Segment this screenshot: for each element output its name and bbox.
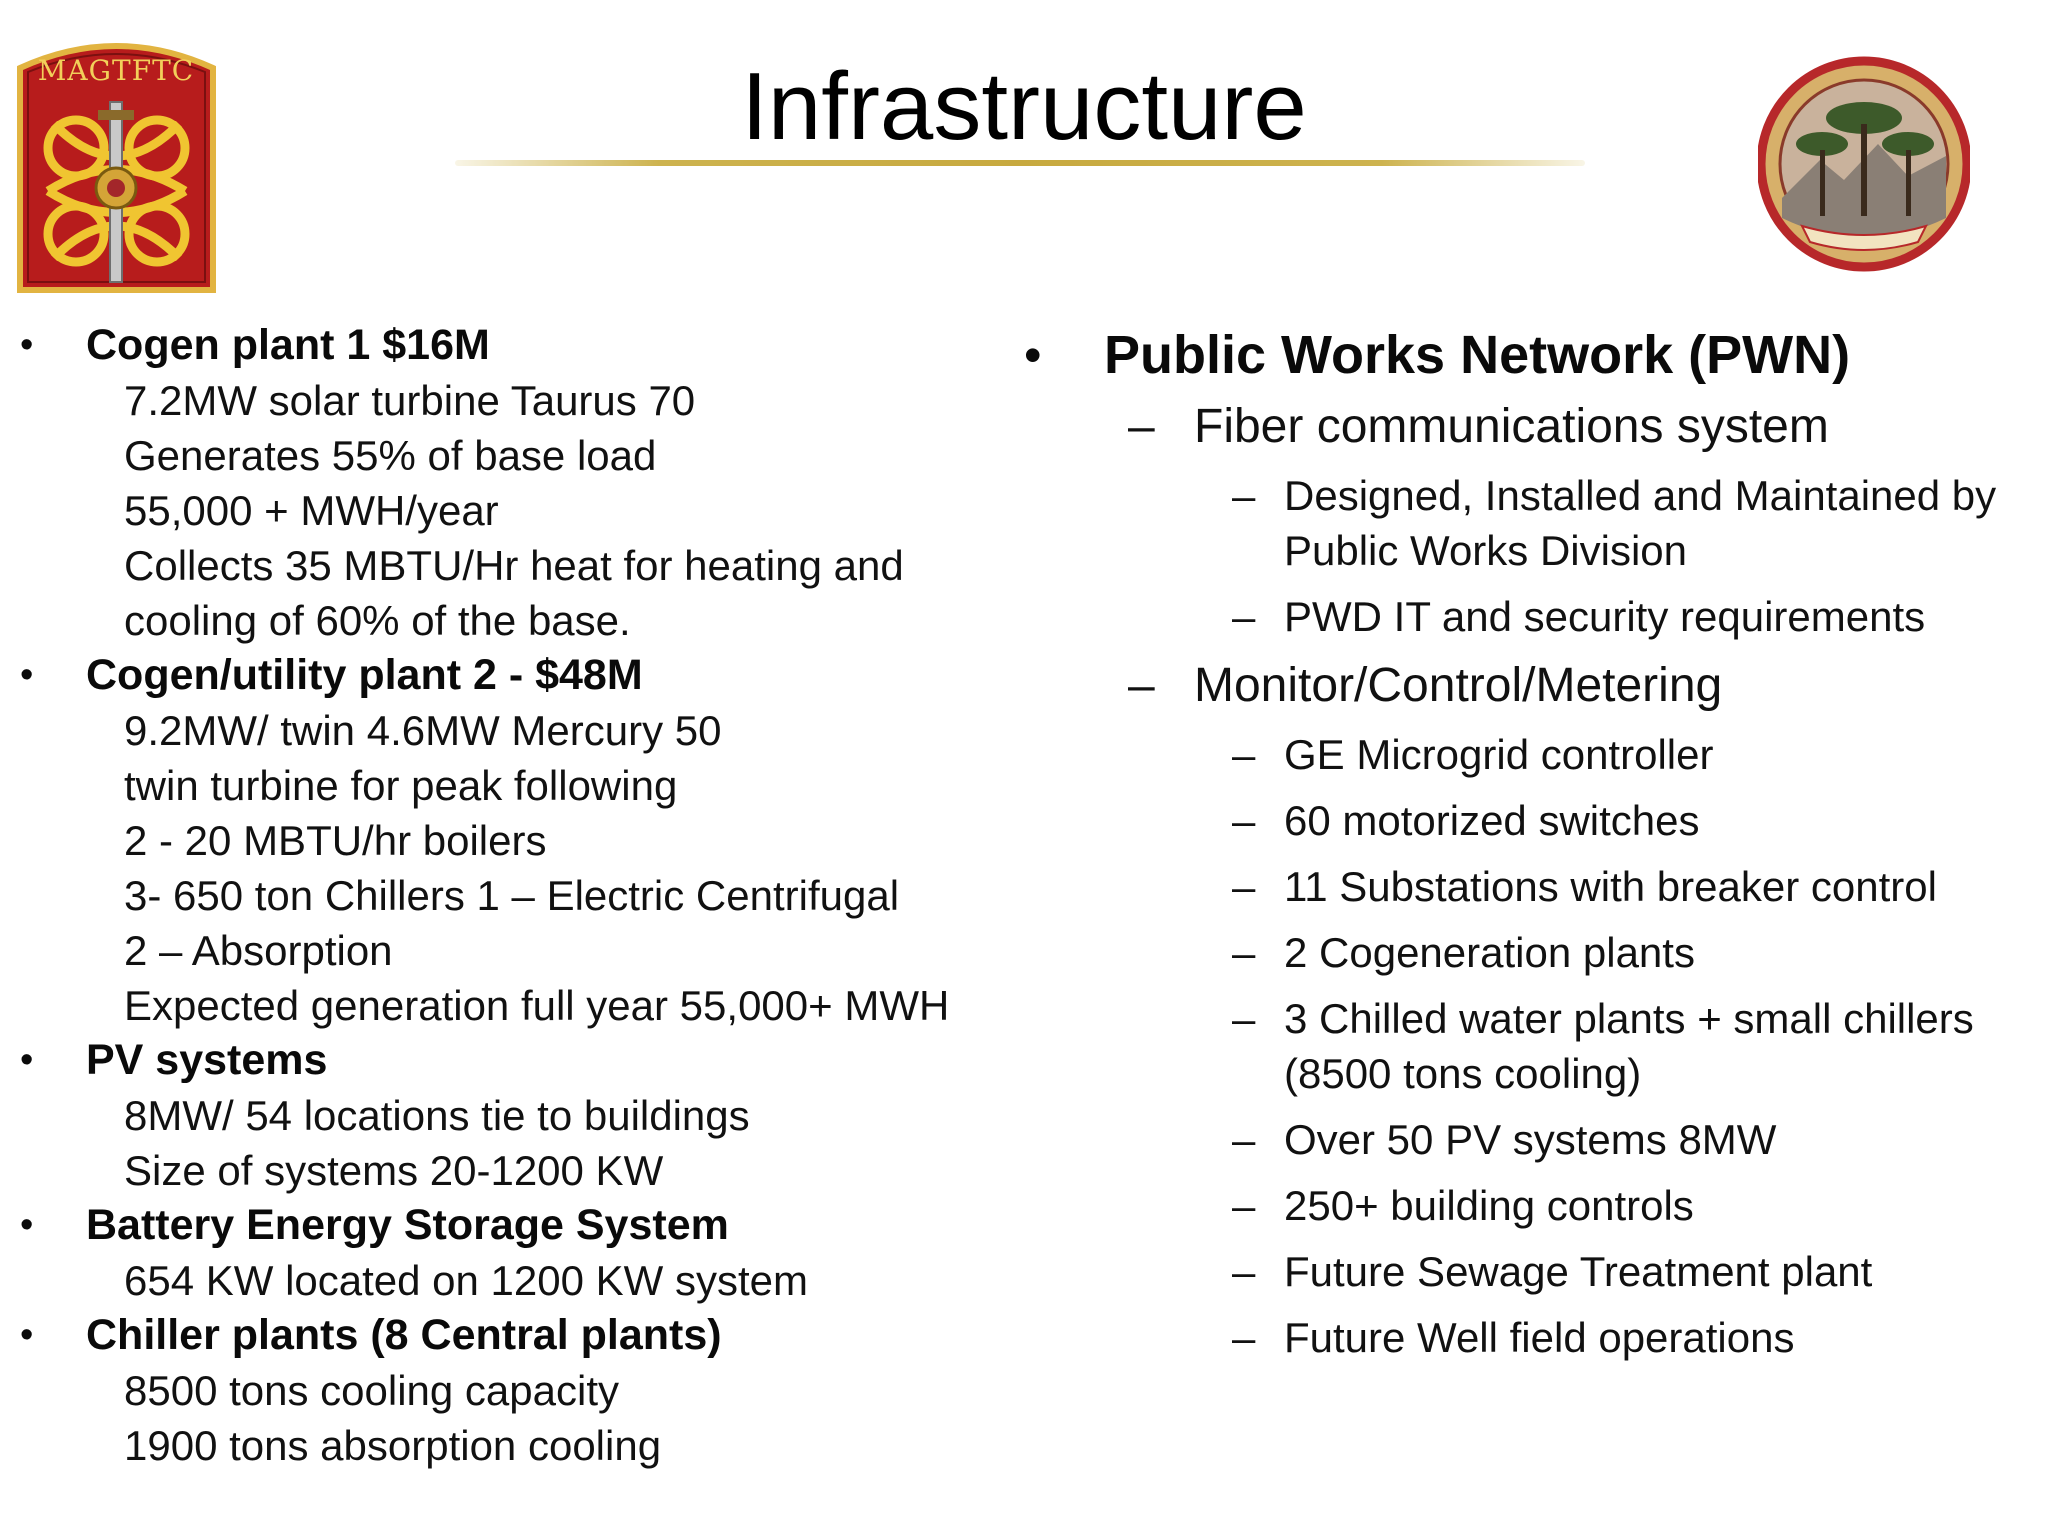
detail-line: cooling of 60% of the base. (124, 597, 631, 644)
dash-icon: – (1232, 1116, 1256, 1163)
detail-line: 8500 tons cooling capacity (124, 1367, 619, 1414)
dash-icon: – (1128, 400, 1155, 453)
bullet-icon: • (20, 654, 34, 696)
section-pv-systems (16, 1033, 1036, 1198)
list-item (1020, 925, 2030, 980)
detail-line: 2 – Absorption (124, 927, 393, 974)
dash-icon: – (1232, 731, 1256, 778)
detail-line: 1900 tons absorption cooling (124, 1422, 662, 1469)
section-heading: Battery Energy Storage System (86, 1201, 729, 1249)
dash-icon: – (1232, 863, 1256, 910)
dash-icon: – (1232, 1182, 1256, 1229)
dash-icon: – (1232, 1248, 1256, 1295)
base-seal-logo (1758, 48, 1970, 280)
section-cogen-utility-plant-2 (16, 648, 1036, 1033)
pwn-heading: Public Works Network (PWN) (1104, 325, 1851, 385)
list-item (1020, 1178, 2030, 1233)
dash-icon: – (1232, 472, 1256, 519)
list-item-text: Designed, Installed and Maintained by Public Works Division (1284, 472, 1997, 574)
section-chiller-plants (16, 1308, 1036, 1473)
detail-line: 9.2MW/ twin 4.6MW Mercury 50 (124, 707, 722, 754)
title-underline (455, 160, 1585, 166)
detail-line: Size of systems 20-1200 KW (124, 1147, 664, 1194)
list-item (1020, 859, 2030, 914)
monitor-subheading (1020, 655, 2030, 717)
list-item (1020, 727, 2030, 782)
list-item-text: 11 Substations with breaker control (1284, 863, 1937, 910)
section-cogen-plant-1 (16, 318, 1036, 648)
list-item-text: PWD IT and security requirements (1284, 593, 1926, 640)
list-item-text: Future Well field operations (1284, 1314, 1795, 1361)
dash-icon: – (1232, 593, 1256, 640)
bullet-icon: • (20, 1204, 34, 1246)
left-column (16, 318, 1036, 1473)
section-heading: Cogen/utility plant 2 - $48M (86, 651, 643, 699)
detail-line: 2 - 20 MBTU/hr boilers (124, 817, 547, 864)
monitor-items (1020, 727, 2030, 1365)
section-battery-storage (16, 1198, 1036, 1308)
bullet-icon: • (20, 1314, 34, 1356)
bullet-icon: • (20, 324, 34, 366)
detail-line: Collects 35 MBTU/Hr heat for heating and (124, 542, 904, 589)
list-item-text: 3 Chilled water plants + small chillers (8500 tons cooling) (1284, 995, 1974, 1097)
list-item (1020, 589, 2030, 644)
bullet-icon: • (20, 1039, 34, 1081)
dash-icon: – (1128, 659, 1155, 712)
list-item (1020, 468, 2030, 578)
fiber-items (1020, 468, 2030, 644)
bullet-icon: • (1024, 327, 1042, 383)
list-item-text: GE Microgrid controller (1284, 731, 1714, 778)
list-item (1020, 991, 2030, 1101)
detail-line: 7.2MW solar turbine Taurus 70 (124, 377, 696, 424)
detail-line: Expected generation full year 55,000+ MWH (124, 982, 950, 1029)
dash-icon: – (1232, 797, 1256, 844)
dash-icon: – (1232, 1314, 1256, 1361)
list-item (1020, 1244, 2030, 1299)
detail-line: 8MW/ 54 locations tie to buildings (124, 1092, 750, 1139)
subheading-text: Fiber communications system (1194, 400, 1829, 453)
section-heading: PV systems (86, 1036, 328, 1084)
page-title: Infrastructure (741, 53, 1307, 160)
fiber-subheading (1020, 396, 2030, 458)
detail-line: Generates 55% of base load (124, 432, 657, 479)
detail-line: 654 KW located on 1200 KW system (124, 1257, 808, 1304)
list-item-text: Over 50 PV systems 8MW (1284, 1116, 1777, 1163)
list-item (1020, 1112, 2030, 1167)
section-heading: Chiller plants (8 Central plants) (86, 1311, 722, 1359)
list-item-text: Future Sewage Treatment plant (1284, 1248, 1873, 1295)
dash-icon: – (1232, 929, 1256, 976)
list-item-text: 250+ building controls (1284, 1182, 1694, 1229)
dash-icon: – (1232, 995, 1256, 1042)
right-column (1020, 318, 2030, 1376)
detail-line: 3- 650 ton Chillers 1 – Electric Centrifugal (124, 872, 900, 919)
list-item (1020, 1310, 2030, 1365)
section-heading: Cogen plant 1 $16M (86, 321, 490, 369)
list-item-text: 2 Cogeneration plants (1284, 929, 1695, 976)
list-item-text: 60 motorized switches (1284, 797, 1700, 844)
svg-text:MAGTFTC: MAGTFTC (37, 54, 195, 87)
subheading-text: Monitor/Control/Metering (1194, 659, 1723, 712)
detail-line: 55,000 + MWH/year (124, 487, 499, 534)
detail-line: twin turbine for peak following (124, 762, 678, 809)
list-item (1020, 793, 2030, 848)
